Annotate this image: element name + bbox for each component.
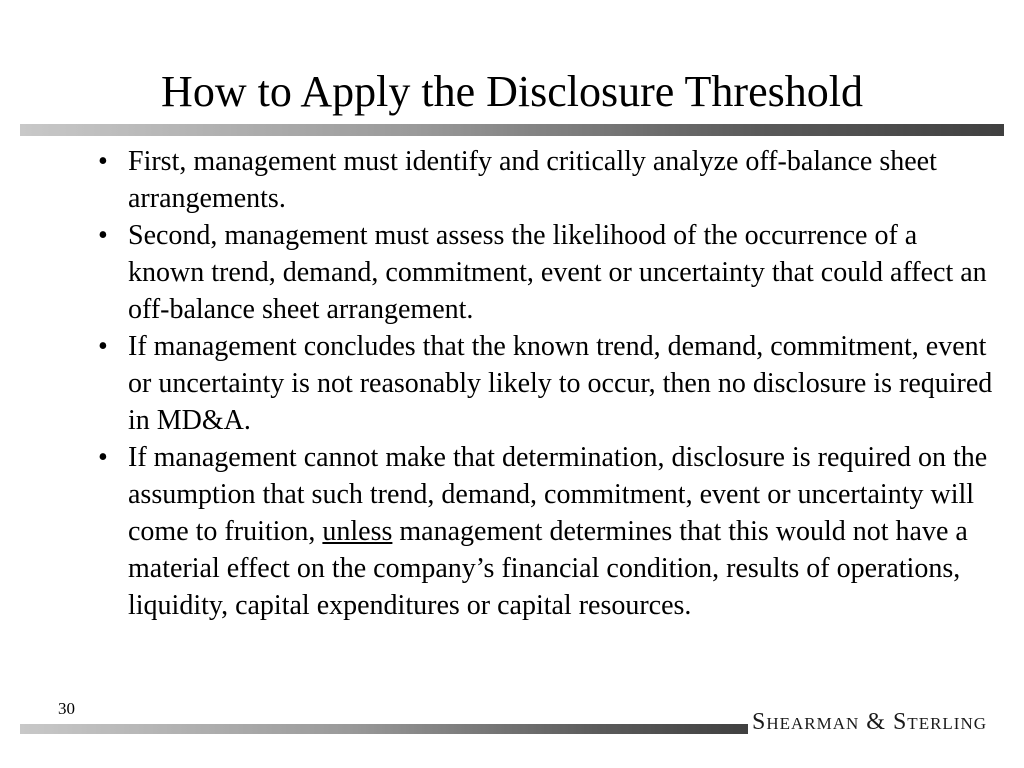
bullet-text: If management concludes that the known trend, demand, commitment, event or uncertainty is not reasonably likely to occur, then no disclosure is required in MD&A.: [128, 331, 993, 436]
bullet-icon: •: [98, 220, 108, 251]
bullet-icon: •: [98, 331, 108, 362]
bullet-item-1: [98, 143, 998, 217]
bullet-text-after: management determines that this would not have a material effect on the company’s financial condition, results of operations, liquidity, capital expenditures or capital resources.: [128, 516, 968, 621]
bullet-item-2: [98, 217, 998, 328]
bullet-list: [98, 143, 998, 624]
title-divider: [20, 124, 1004, 136]
bullet-text-underlined: unless: [322, 516, 393, 547]
bullet-item-3: [98, 328, 998, 439]
firm-logo: Shearman & Sterling: [752, 709, 988, 735]
bullet-icon: •: [98, 146, 108, 177]
bullet-text: Second, management must assess the likelihood of the occurrence of a known trend, demand, commitment, event or uncertainty that could affect an off-balance sheet arrangement.: [128, 220, 987, 325]
footer-divider: [20, 724, 748, 734]
slide-title: How to Apply the Disclosure Threshold: [161, 67, 863, 116]
bullet-item-4: [98, 439, 998, 624]
bullet-icon: •: [98, 442, 108, 473]
page-number: 30: [58, 699, 75, 718]
bullet-text: First, management must identify and critically analyze off-balance sheet arrangements.: [128, 146, 937, 214]
bullet-text-before: If management cannot make that determination, disclosure is required on the assumption that such trend, demand, commitment, event or uncertainty will come to fruition,: [128, 442, 988, 547]
